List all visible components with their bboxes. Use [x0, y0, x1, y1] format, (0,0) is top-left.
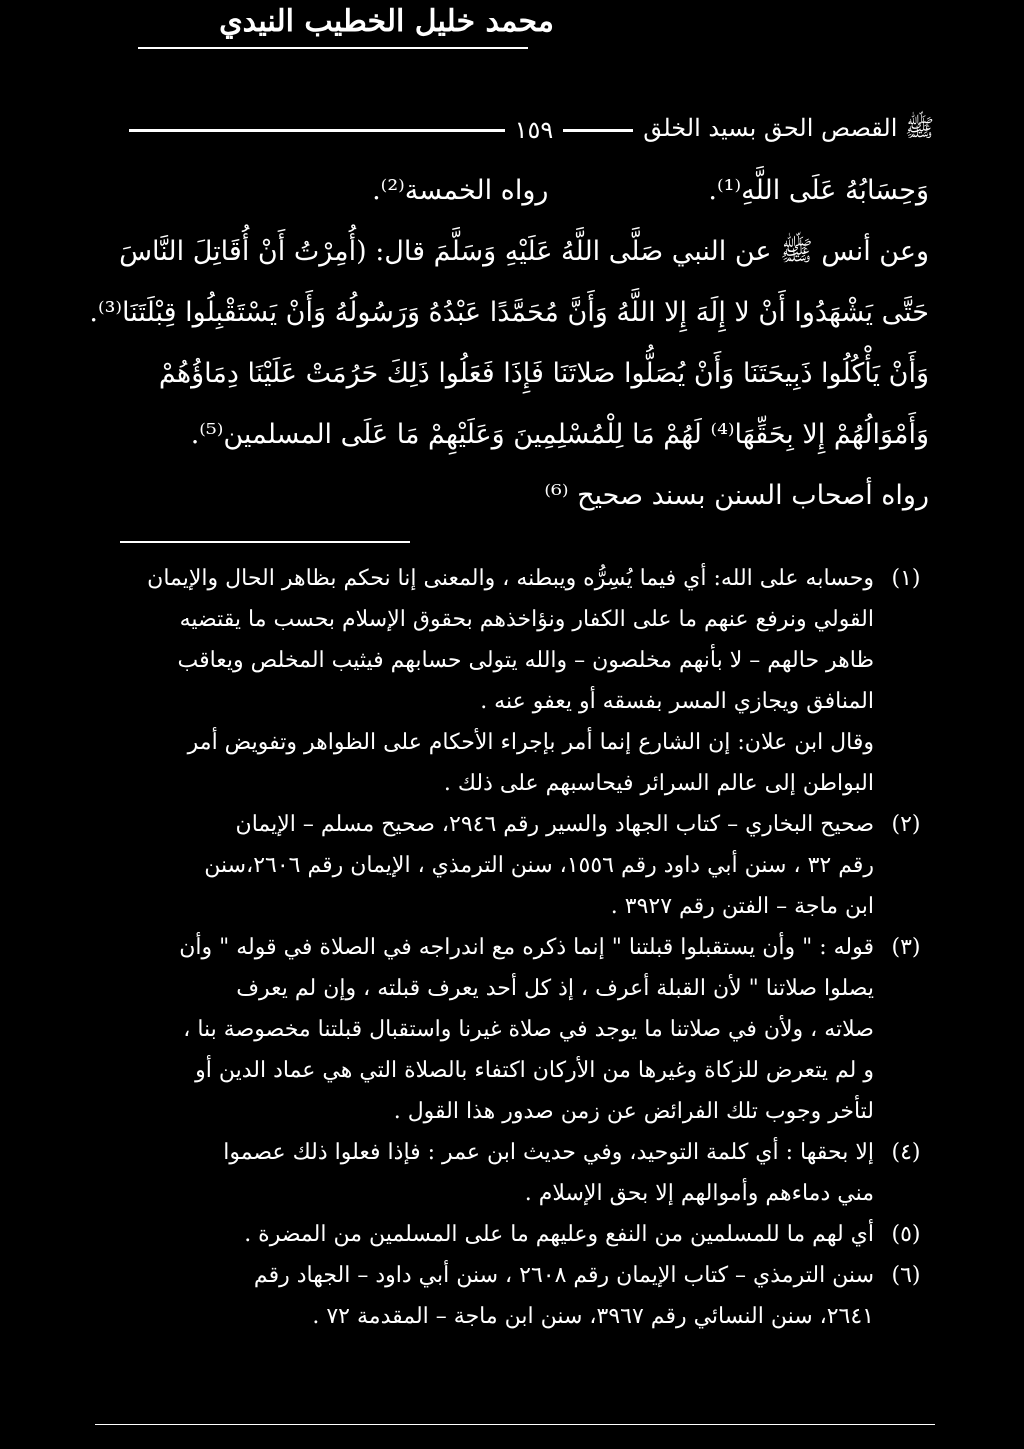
footnote-number: (٦) [891, 1263, 921, 1288]
footnote-line: ظاهر حالهم – لا بأنهم مخلصون – والله يتولى حسابهم فيثيب المخلص ويعاقب [177, 648, 874, 673]
page-header [144, 110, 934, 150]
footnote-divider [120, 541, 410, 543]
footnote-line: مني دماءهم وأموالهم إلا بحق الإسلام . [524, 1181, 874, 1206]
header-rule-long [129, 129, 505, 132]
header-rule-short [563, 129, 633, 132]
footnotes [89, 558, 929, 1337]
footnote-1 [89, 558, 929, 804]
footnote-line: وحسابه على الله: أي فيما يُسِرُّه ويبطنه ، والمعنى إنا نحكم بظاهر الحال والإيمان [147, 566, 874, 591]
running-head-underline [138, 47, 528, 49]
footnote-line: ابن ماجة – الفتن رقم ٣٩٢٧ . [610, 894, 874, 919]
footnote-number: (٥) [891, 1222, 921, 1247]
main-line-2: وعن أنس ﷺ عن النبي صَلَّى اللَّهُ عَلَيْهِ وَسَلَّمَ قال: (أُمِرْتُ أَنْ أُقَاتِلَ النَّاسَ [119, 236, 929, 267]
footnote-line: وقال ابن علان: إن الشارع إنما أمر بإجراء الأحكام على الظواهر وتفويض أمر [187, 730, 874, 755]
footnote-line: المنافق ويجازي المسر بفسقه أو يعفو عنه . [480, 689, 874, 714]
footnote-6 [89, 1255, 929, 1337]
main-text [89, 160, 929, 526]
footnote-line: البواطن إلى عالم السرائر فيحاسبهم على ذلك . [443, 771, 874, 796]
footnote-line: صلاته ، ولأن في صلاتنا ما يوجد في صلاة غيرنا واستقبال قبلتنا مخصوصة بنا ، [183, 1017, 874, 1042]
main-line-1-b: رواه الخمسة⁽²⁾. [372, 175, 549, 206]
footnote-number: (٢) [891, 812, 921, 837]
footnote-line: أي لهم ما للمسلمين من النفع وعليهم ما على المسلمين من المضرة . [244, 1222, 874, 1247]
footnote-3 [89, 927, 929, 1132]
footnote-line: القولي ونرفع عنهم ما على الكفار ونؤاخذهم بحقوق الإسلام بحسب ما يقتضيه [179, 607, 874, 632]
main-line-3: حَتَّى يَشْهَدُوا أَنْ لا إِلَهَ إِلا اللَّهُ وَأَنَّ مُحَمَّدًا عَبْدُهُ وَرَسُولُهُ وَأَنْ يَسْتَقْبِلُوا قِبْلَتَنَا⁽³⁾. [89, 297, 929, 328]
chapter-title: ﷺ القصص الحق بسيد الخلق [643, 113, 934, 142]
footnote-2 [89, 804, 929, 927]
footnote-line: يصلوا صلاتنا " لأن القبلة أعرف ، إذ كل أحد يعرف قبلته ، وإن لم يعرف [236, 976, 874, 1001]
footnote-line: إلا بحقها : أي كلمة التوحيد، وفي حديث ابن عمر : فإذا فعلوا ذلك عصموا [223, 1140, 874, 1165]
running-head: محمد خليل الخطيب النيدي [219, 4, 554, 39]
footnote-number: (٣) [891, 935, 921, 960]
footnote-line: لتأخر وجوب تلك الفرائض عن زمن صدور هذا القول . [393, 1099, 874, 1124]
footnote-line: قوله : " وأن يستقبلوا قبلتنا " إنما ذكره مع اندراجه في الصلاة في قوله " وأن [179, 935, 874, 960]
footnote-number: (٤) [891, 1140, 921, 1165]
page-number: ١٥٩ [514, 116, 554, 144]
footnote-line: ٢٦٤١، سنن النسائي رقم ٣٩٦٧، سنن ابن ماجة – المقدمة ٧٢ . [312, 1304, 874, 1329]
footnote-4 [89, 1132, 929, 1214]
footnote-number: (١) [891, 566, 921, 591]
main-line-4: وَأَنْ يَأْكُلُوا ذَبِيحَتَنَا وَأَنْ يُصَلُّوا صَلاتَنَا فَإِذَا فَعَلُوا ذَلِكَ حَرُمَتْ عَلَيْنَا دِمَاؤُهُمْ [158, 358, 929, 389]
bottom-rule [95, 1424, 935, 1425]
footnote-5 [89, 1214, 929, 1255]
footnote-line: سنن الترمذي – كتاب الإيمان رقم ٢٦٠٨ ، سنن أبي داود – الجهاد رقم [253, 1263, 874, 1288]
main-line-6: رواه أصحاب السنن بسند صحيح ⁽⁶⁾ [544, 480, 929, 511]
main-line-1 [89, 160, 929, 221]
footnote-line: صحيح البخاري – كتاب الجهاد والسير رقم ٢٩٤٦، صحيح مسلم – الإيمان [235, 812, 874, 837]
footnote-line: رقم ٣٢ ، سنن أبي داود رقم ١٥٥٦، سنن الترمذي ، الإيمان رقم ٢٦٠٦،سنن [204, 853, 874, 878]
main-line-1-a: وَحِسَابُهُ عَلَى اللَّهِ⁽¹⁾. [708, 175, 929, 206]
main-line-5: وَأَمْوَالُهُمْ إِلا بِحَقِّهَا⁽⁴⁾ لَهُمْ مَا لِلْمُسْلِمِينَ وَعَلَيْهِمْ مَا عَلَى المسلمين⁽⁵⁾. [190, 419, 929, 450]
footnote-line: و لم يتعرض للزكاة وغيرها من الأركان اكتفاء بالصلاة التي هي عماد الدين أو [195, 1058, 874, 1083]
